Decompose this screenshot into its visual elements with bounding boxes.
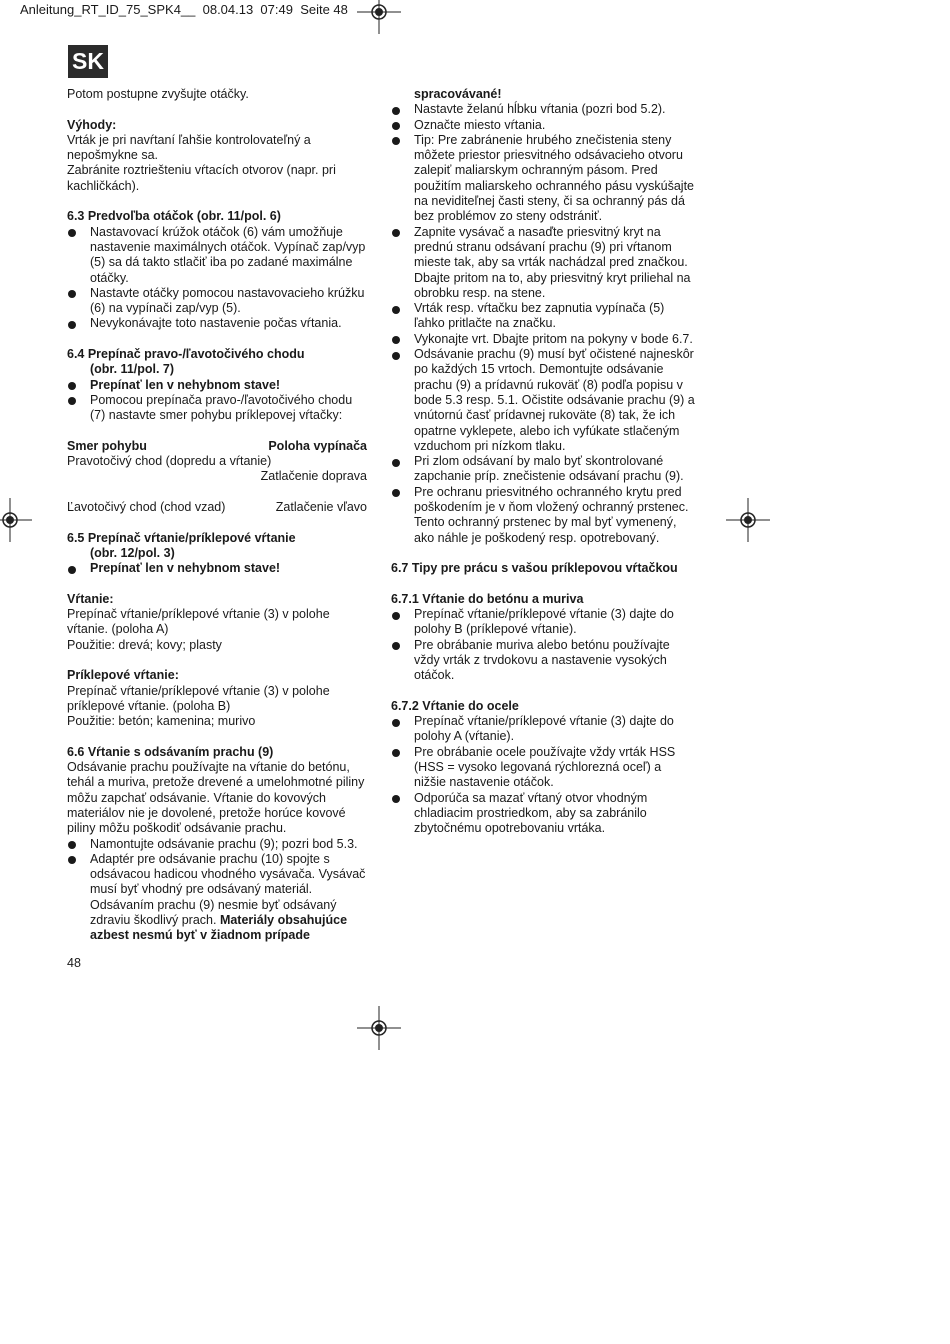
table-header-switch: Poloha vypínača: [268, 438, 367, 453]
list-item: Pomocou prepínača pravo-/ľavotočivého chodu (7) nastavte smer pohybu príklepovej vŕtačky:: [67, 393, 367, 424]
continued-warning: spracovávané!: [414, 87, 502, 101]
advantages-heading: Výhody:: [67, 117, 117, 132]
list-item: Pre ochranu priesvitného ochranného krytu pred poškodením je v ňom vložený ochranný prstenec. Tento ochranný prstenec by mal byť vymenený, ako náhle je poškodený resp. opotrebovaný.: [391, 485, 696, 546]
table-row-2-left: Ľavotočivý chod (chod vzad): [67, 500, 226, 515]
list-item: Nastavte želanú hĺbku vŕtania (pozri bod 5.2).: [391, 102, 696, 117]
section-6-7-1-list: [391, 607, 696, 683]
procedure-list: [391, 102, 696, 546]
section-6-6-heading: 6.6 Vŕtanie s odsávaním prachu (9): [67, 744, 274, 759]
hammer-drilling-heading: Príklepové vŕtanie:: [67, 668, 179, 683]
table-row-1-right: Zatlačenie doprava: [260, 469, 367, 484]
hammer-drilling-text-1: Prepínač vŕtanie/príklepové vŕtanie (3) v polohe príklepové vŕtanie. (poloha B): [67, 683, 330, 713]
intro-text: Potom postupne zvyšujte otáčky.: [67, 87, 249, 101]
section-6-7-1-heading: 6.7.1 Vŕtanie do betónu a muriva: [391, 591, 584, 606]
print-header: Anleitung_RT_ID_75_SPK4__ 08.04.13 07:49 Seite 48: [20, 2, 348, 17]
list-item: Odsávanie prachu (9) musí byť očistené najneskôr po každých 15 vrtoch. Demontujte odsávanie prachu (9) a prídavnú rukoväť (8) podľa popisu v bode 5.3 resp. 5.1. Očistite odsávanie prachu (9) a vnútornú časť prídavnej rukoväte (8) tak, že ich opatrne vyklepete, alebo ich vyfúkate stlačeným vzduchom pri nízkom tlaku.: [391, 347, 696, 454]
list-item: Nastavovací krúžok otáčok (6) vám umožňuje nastavenie maximálnych otáčok. Vypínač zap/vyp (5) sa dá takto stlačiť iba po zadané maximálne otáčky.: [67, 225, 367, 286]
language-badge: SK: [68, 45, 108, 78]
warning-item: Prepínať len v nehybnom stave!: [67, 378, 367, 393]
section-6-5-heading: 6.5 Prepínač vŕtanie/príklepové vŕtanie: [67, 530, 296, 545]
section-6-3-heading: 6.3 Predvoľba otáčok (obr. 11/pol. 6): [67, 209, 281, 224]
list-item: Tip: Pre zabránenie hrubého znečistenia steny môžete priestor priesvitného odsávacieho otvoru zalepiť maliarskym ochranným pásom. Pred použitím maliarskeho ochranného pásu vyskúšajte na neviditeľnej časti steny, či sa ochranný pás dá bez problémov zo steny odstrániť.: [391, 133, 696, 225]
list-item: Nastavte otáčky pomocou nastavovacieho krúžku (6) na vypínači zap/vyp (5).: [67, 286, 367, 317]
table-row-2-right: Zatlačenie vľavo: [275, 500, 367, 515]
page-number: 48: [67, 956, 81, 970]
list-item: Odporúča sa mazať vŕtaný otvor vhodným chladiacim prostriedkom, aby sa zabránilo zbytočnému opotrebovaniu vrtáka.: [391, 791, 696, 837]
section-6-7-heading: 6.7 Tipy pre prácu s vašou príklepovou vŕtačkou: [391, 561, 678, 576]
section-6-5-heading-ref: (obr. 12/pol. 3): [90, 545, 175, 560]
list-item: Vykonajte vrt. Dbajte pritom na pokyny v bode 6.7.: [391, 332, 696, 347]
advantages-text-2: Zabránite roztriešteniu vŕtacích otvorov (napr. pri kachličkách).: [67, 163, 336, 193]
registration-mark-right-icon: [726, 498, 770, 542]
list-item: Pri zlom odsávaní by malo byť skontrolované zapchanie príp. znečistenie odsávaní prachu (9).: [391, 454, 696, 485]
table-row-1-left: Pravotočivý chod (dopredu a vŕtanie): [67, 454, 272, 469]
asbestos-warning: Materiály obsahujúce azbest nesmú byť v žiadnom prípade: [90, 913, 348, 943]
left-column: [67, 87, 367, 944]
registration-mark-bottom-icon: [357, 1006, 401, 1050]
section-6-6-list: [67, 837, 367, 944]
list-item: Označte miesto vŕtania.: [391, 118, 696, 133]
list-item: Vrták resp. vŕtačku bez zapnutia vypínača (5) ľahko pritlačte na značku.: [391, 301, 696, 332]
direction-table-header: [67, 439, 367, 454]
list-item: Prepínač vŕtanie/príklepové vŕtanie (3) dajte do polohy A (vŕtanie).: [391, 714, 696, 745]
warning-item: Prepínať len v nehybnom stave!: [67, 561, 367, 576]
direction-table-row-2: [67, 500, 367, 515]
section-6-3-list: [67, 225, 367, 332]
drilling-text-1: Prepínač vŕtanie/príklepové vŕtanie (3) v polohe vŕtanie. (poloha A): [67, 607, 330, 637]
drilling-heading: Vŕtanie:: [67, 591, 114, 606]
right-column: [391, 87, 696, 837]
list-item: Namontujte odsávanie prachu (9); pozri bod 5.3.: [67, 837, 367, 852]
registration-mark-top-icon: [357, 0, 401, 34]
list-item: Pre obrábanie muriva alebo betónu používajte vždy vrták z trvdokovu a nastavenie vysokých otáčok.: [391, 638, 696, 684]
drilling-text-2: Použitie: drevá; kovy; plasty: [67, 637, 222, 652]
list-item: Pre obrábanie ocele používajte vždy vrták HSS (HSS = vysoko legovaná rýchlorezná oceľ) a nižšie nastavenie otáčok.: [391, 745, 696, 791]
section-6-4-list: [67, 378, 367, 424]
list-item: [67, 852, 367, 944]
section-6-6-text: Odsávanie prachu používajte na vŕtanie do betónu, tehál a muriva, pretože drevené a umelohmotné piliny môžu zapchať odsávanie. Vŕtanie do kovových materiálov nie je dovolené, pretože horúce kovové piliny môžu poškodiť odsávanie prachu.: [67, 760, 365, 836]
section-6-4-heading-ref: (obr. 11/pol. 7): [90, 362, 175, 377]
list-item: Zapnite vysávač a nasaďte priesvitný kryt na prednú stranu odsávaní prachu (9) pri vŕtanom mieste tak, aby sa vrták nachádzal pred značkou. Dbajte pritom na to, aby priesvitný kryt priliehal na obrobku resp. na stene.: [391, 225, 696, 301]
section-6-4-heading: 6.4 Prepínač pravo-/ľavotočivého chodu: [67, 347, 305, 362]
advantages-text-1: Vrták je pri navŕtaní ľahšie kontrolovateľný a nepošmykne sa.: [67, 132, 311, 163]
table-header-direction: Smer pohybu: [67, 438, 147, 453]
hammer-drilling-text-2: Použitie: betón; kamenina; murivo: [67, 714, 256, 729]
registration-mark-left-icon: [0, 498, 32, 542]
section-6-5-list: [67, 561, 367, 576]
list-item: Prepínač vŕtanie/príklepové vŕtanie (3) dajte do polohy B (príklepové vŕtanie).: [391, 607, 696, 638]
list-item: Nevykonávajte toto nastavenie počas vŕtania.: [67, 316, 367, 331]
section-6-7-2-heading: 6.7.2 Vŕtanie do ocele: [391, 698, 519, 713]
section-6-7-2-list: [391, 714, 696, 836]
list-item-text: Adaptér pre odsávanie prachu (10) spojte s odsávacou hadicou vhodného vysávača. Vysávač musí byť vhodný pre odsávaný materiál. Odsávaním prachu (9) nesmie byť odsávaný zdraviu škodlivý prach.: [90, 851, 366, 928]
